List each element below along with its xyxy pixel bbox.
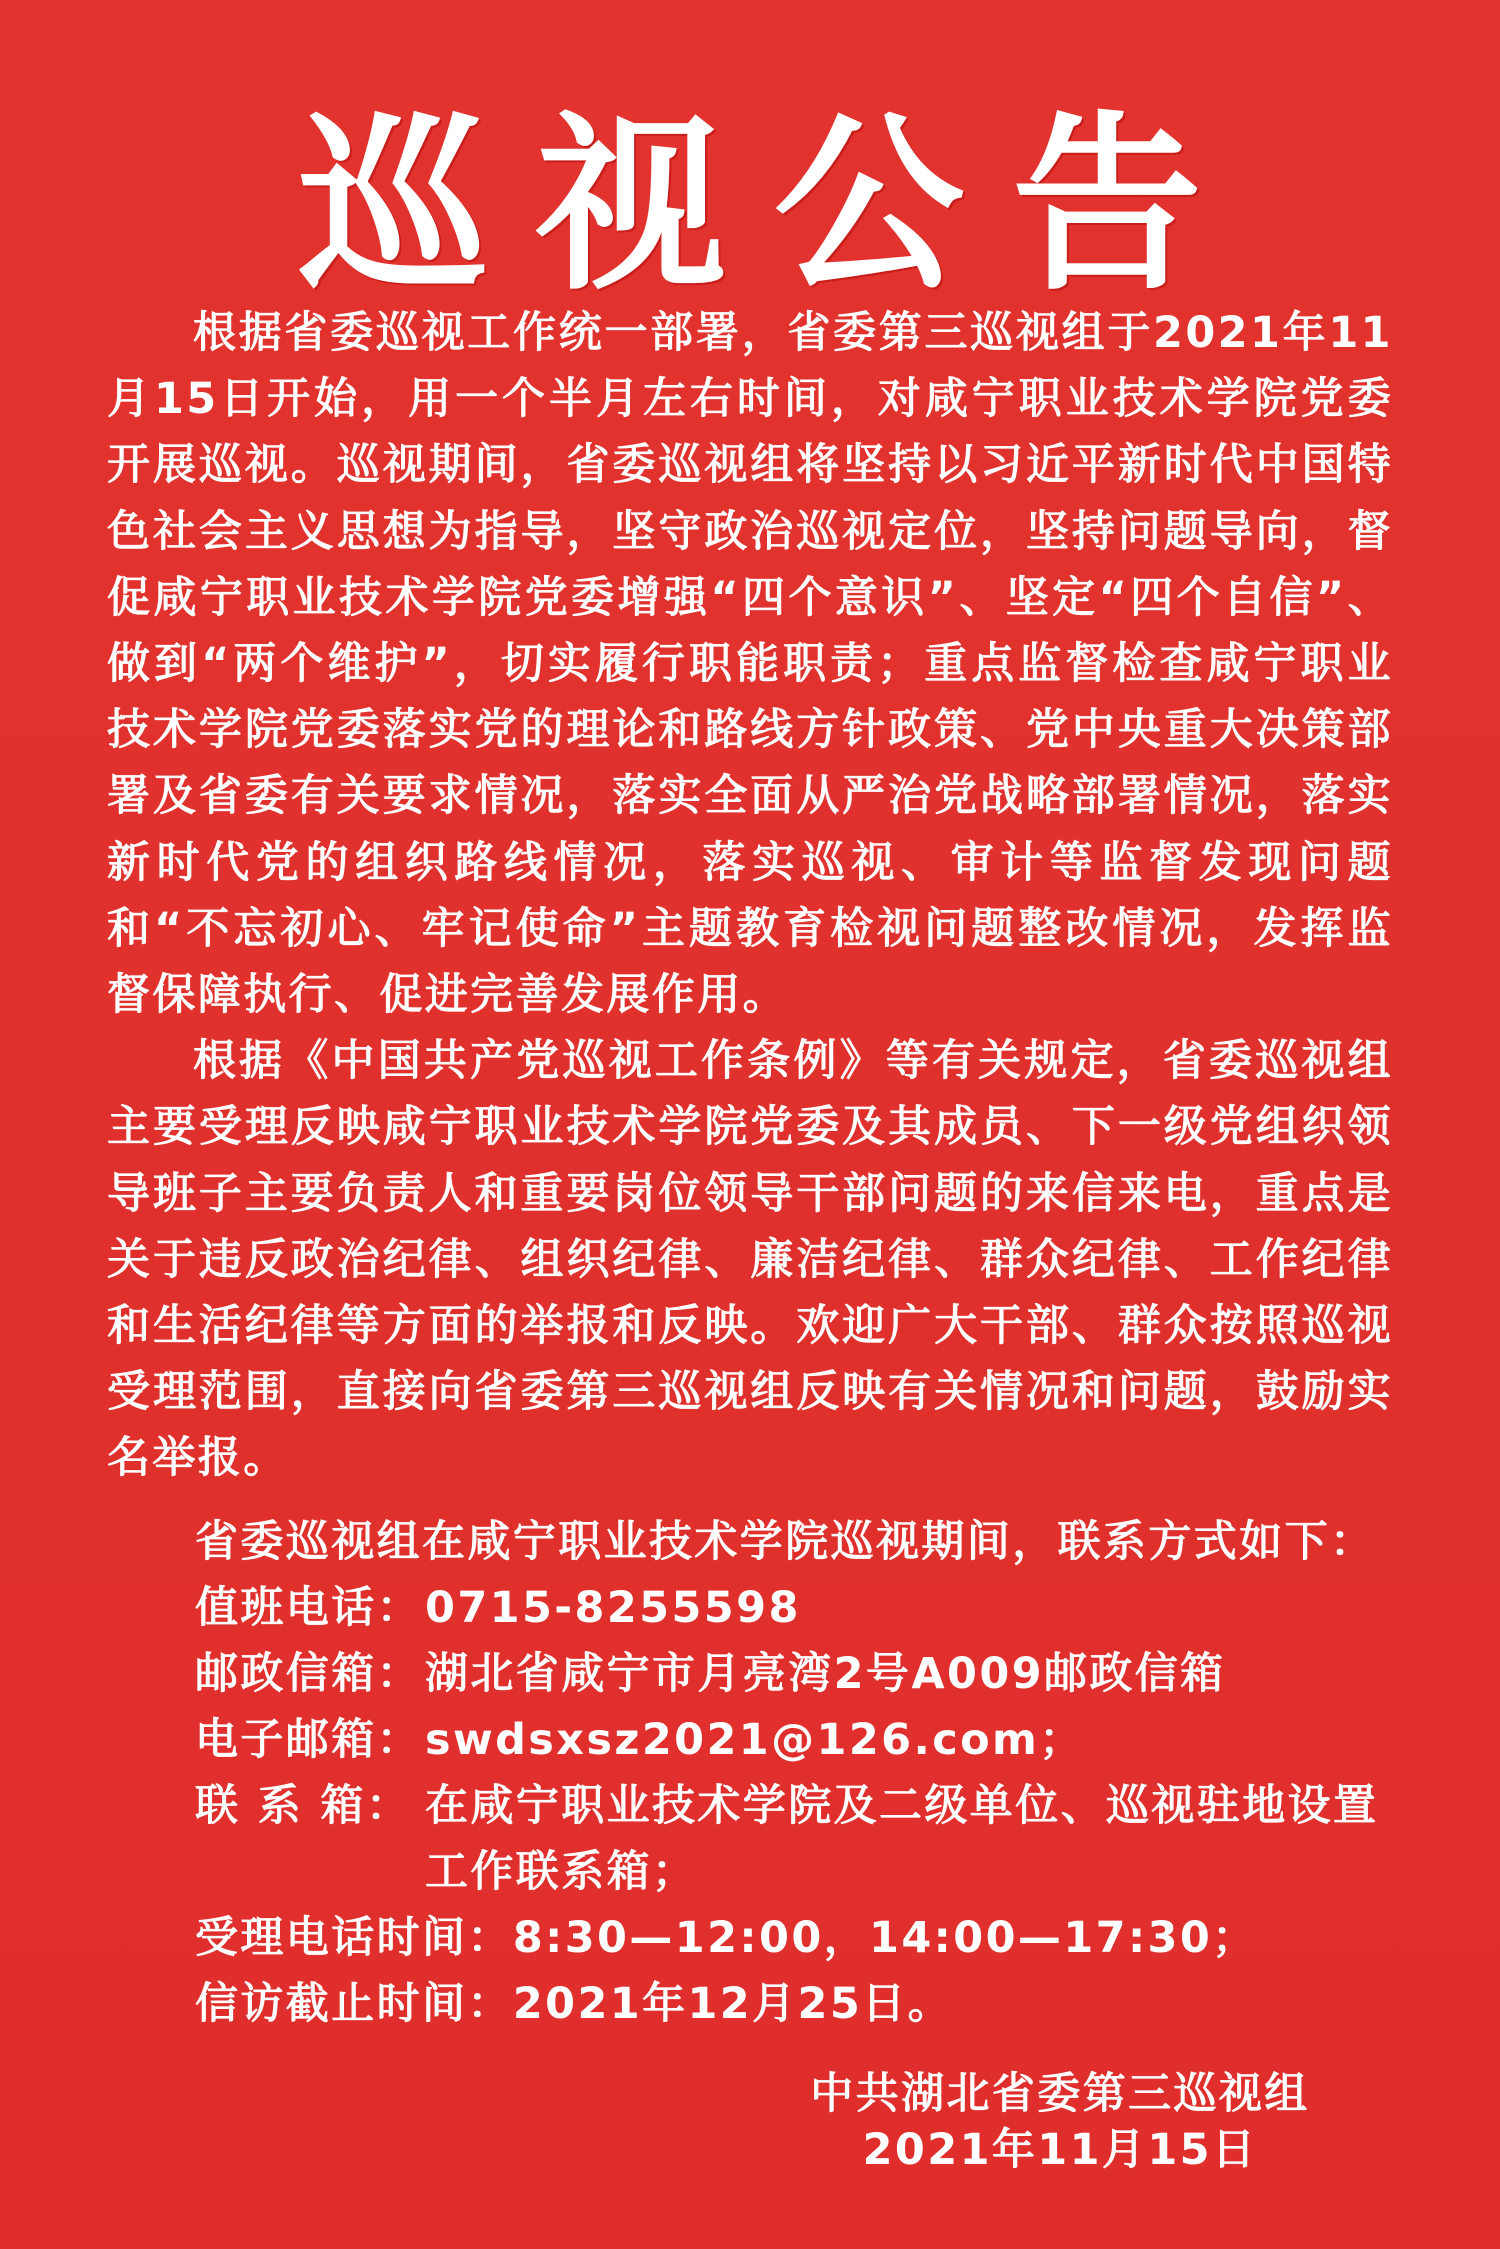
contact-row-contact-box [195, 1773, 1415, 1905]
postal-box-value: 湖北省咸宁市月亮湾2号A009邮政信箱 [425, 1649, 1226, 1699]
hours-label: 受理电话时间： [195, 1913, 513, 1963]
notice-body [107, 300, 1393, 1492]
contact-row-postal-box [195, 1641, 1415, 1707]
deadline-value: 2021年12月25日。 [512, 1979, 953, 2029]
duty-phone-value: 0715-8255598 [425, 1583, 801, 1633]
signature-org: 中共湖北省委第三巡视组 [810, 2069, 1310, 2119]
contact-row-hours [195, 1905, 1415, 1971]
paragraph-complaint-scope: 根据《中国共产党巡视工作条例》等有关规定，省委巡视组主要受理反映咸宁职业技术学院党委及其成员、下一级党组织领导班子主要负责人和重要岗位领导干部问题的来信来电，重点是关于违反政治纪律、组织纪律、廉洁纪律、群众纪律、工作纪律和生活纪律等方面的举报和反映。欢迎广大干部、群众按照巡视受理范围，直接向省委第三巡视组反映有关情况和问题，鼓励实名举报。 [107, 1036, 1393, 1484]
hours-value: 8:30—12:00，14:00—17:30； [512, 1913, 1258, 1963]
deadline-label: 信访截止时间： [195, 1979, 513, 2029]
paragraph-inspection-scope: 根据省委巡视工作统一部署，省委第三巡视组于2021年11月15日开始，用一个半月左右时间，对咸宁职业技术学院党委开展巡视。巡视期间，省委巡视组将坚持以习近平新时代中国特色社会主义思想为指导，坚守政治巡视定位，坚持问题导向，督促咸宁职业技术学院党委增强“四个意识”、坚定“四个自信”、做到“两个维护”，切实履行职能职责；重点监督检查咸宁职业技术学院党委落实党的理论和路线方针政策、党中央重大决策部署及省委有关要求情况，落实全面从严治党战略部署情况，落实新时代党的组织路线情况，落实巡视、审计等监督发现问题和“不忘初心、牢记使命”主题教育检视问题整改情况，发挥监督保障执行、促进完善发展作用。 [107, 308, 1393, 1021]
contact-box-value: 在咸宁职业技术学院及二级单位、巡视驻地设置工作联系箱； [425, 1781, 1379, 1897]
notice-title: 巡视公告 [297, 93, 1250, 316]
contact-row-email [195, 1707, 1415, 1773]
contact-intro: 省委巡视组在咸宁职业技术学院巡视期间，联系方式如下： [195, 1517, 1376, 1567]
email-value: swdsxsz2021@126.com； [425, 1715, 1085, 1765]
contact-row-duty-phone [195, 1575, 1415, 1641]
signature-date: 2021年11月15日 [862, 2125, 1258, 2175]
signature-block [760, 2066, 1360, 2178]
email-label: 电子邮箱： [195, 1715, 422, 1765]
contact-section [195, 1509, 1415, 2037]
duty-phone-label: 值班电话： [195, 1583, 422, 1633]
contact-box-label: 联 系 箱： [195, 1781, 412, 1831]
contact-row-deadline [195, 1971, 1415, 2037]
postal-box-label: 邮政信箱： [195, 1649, 422, 1699]
